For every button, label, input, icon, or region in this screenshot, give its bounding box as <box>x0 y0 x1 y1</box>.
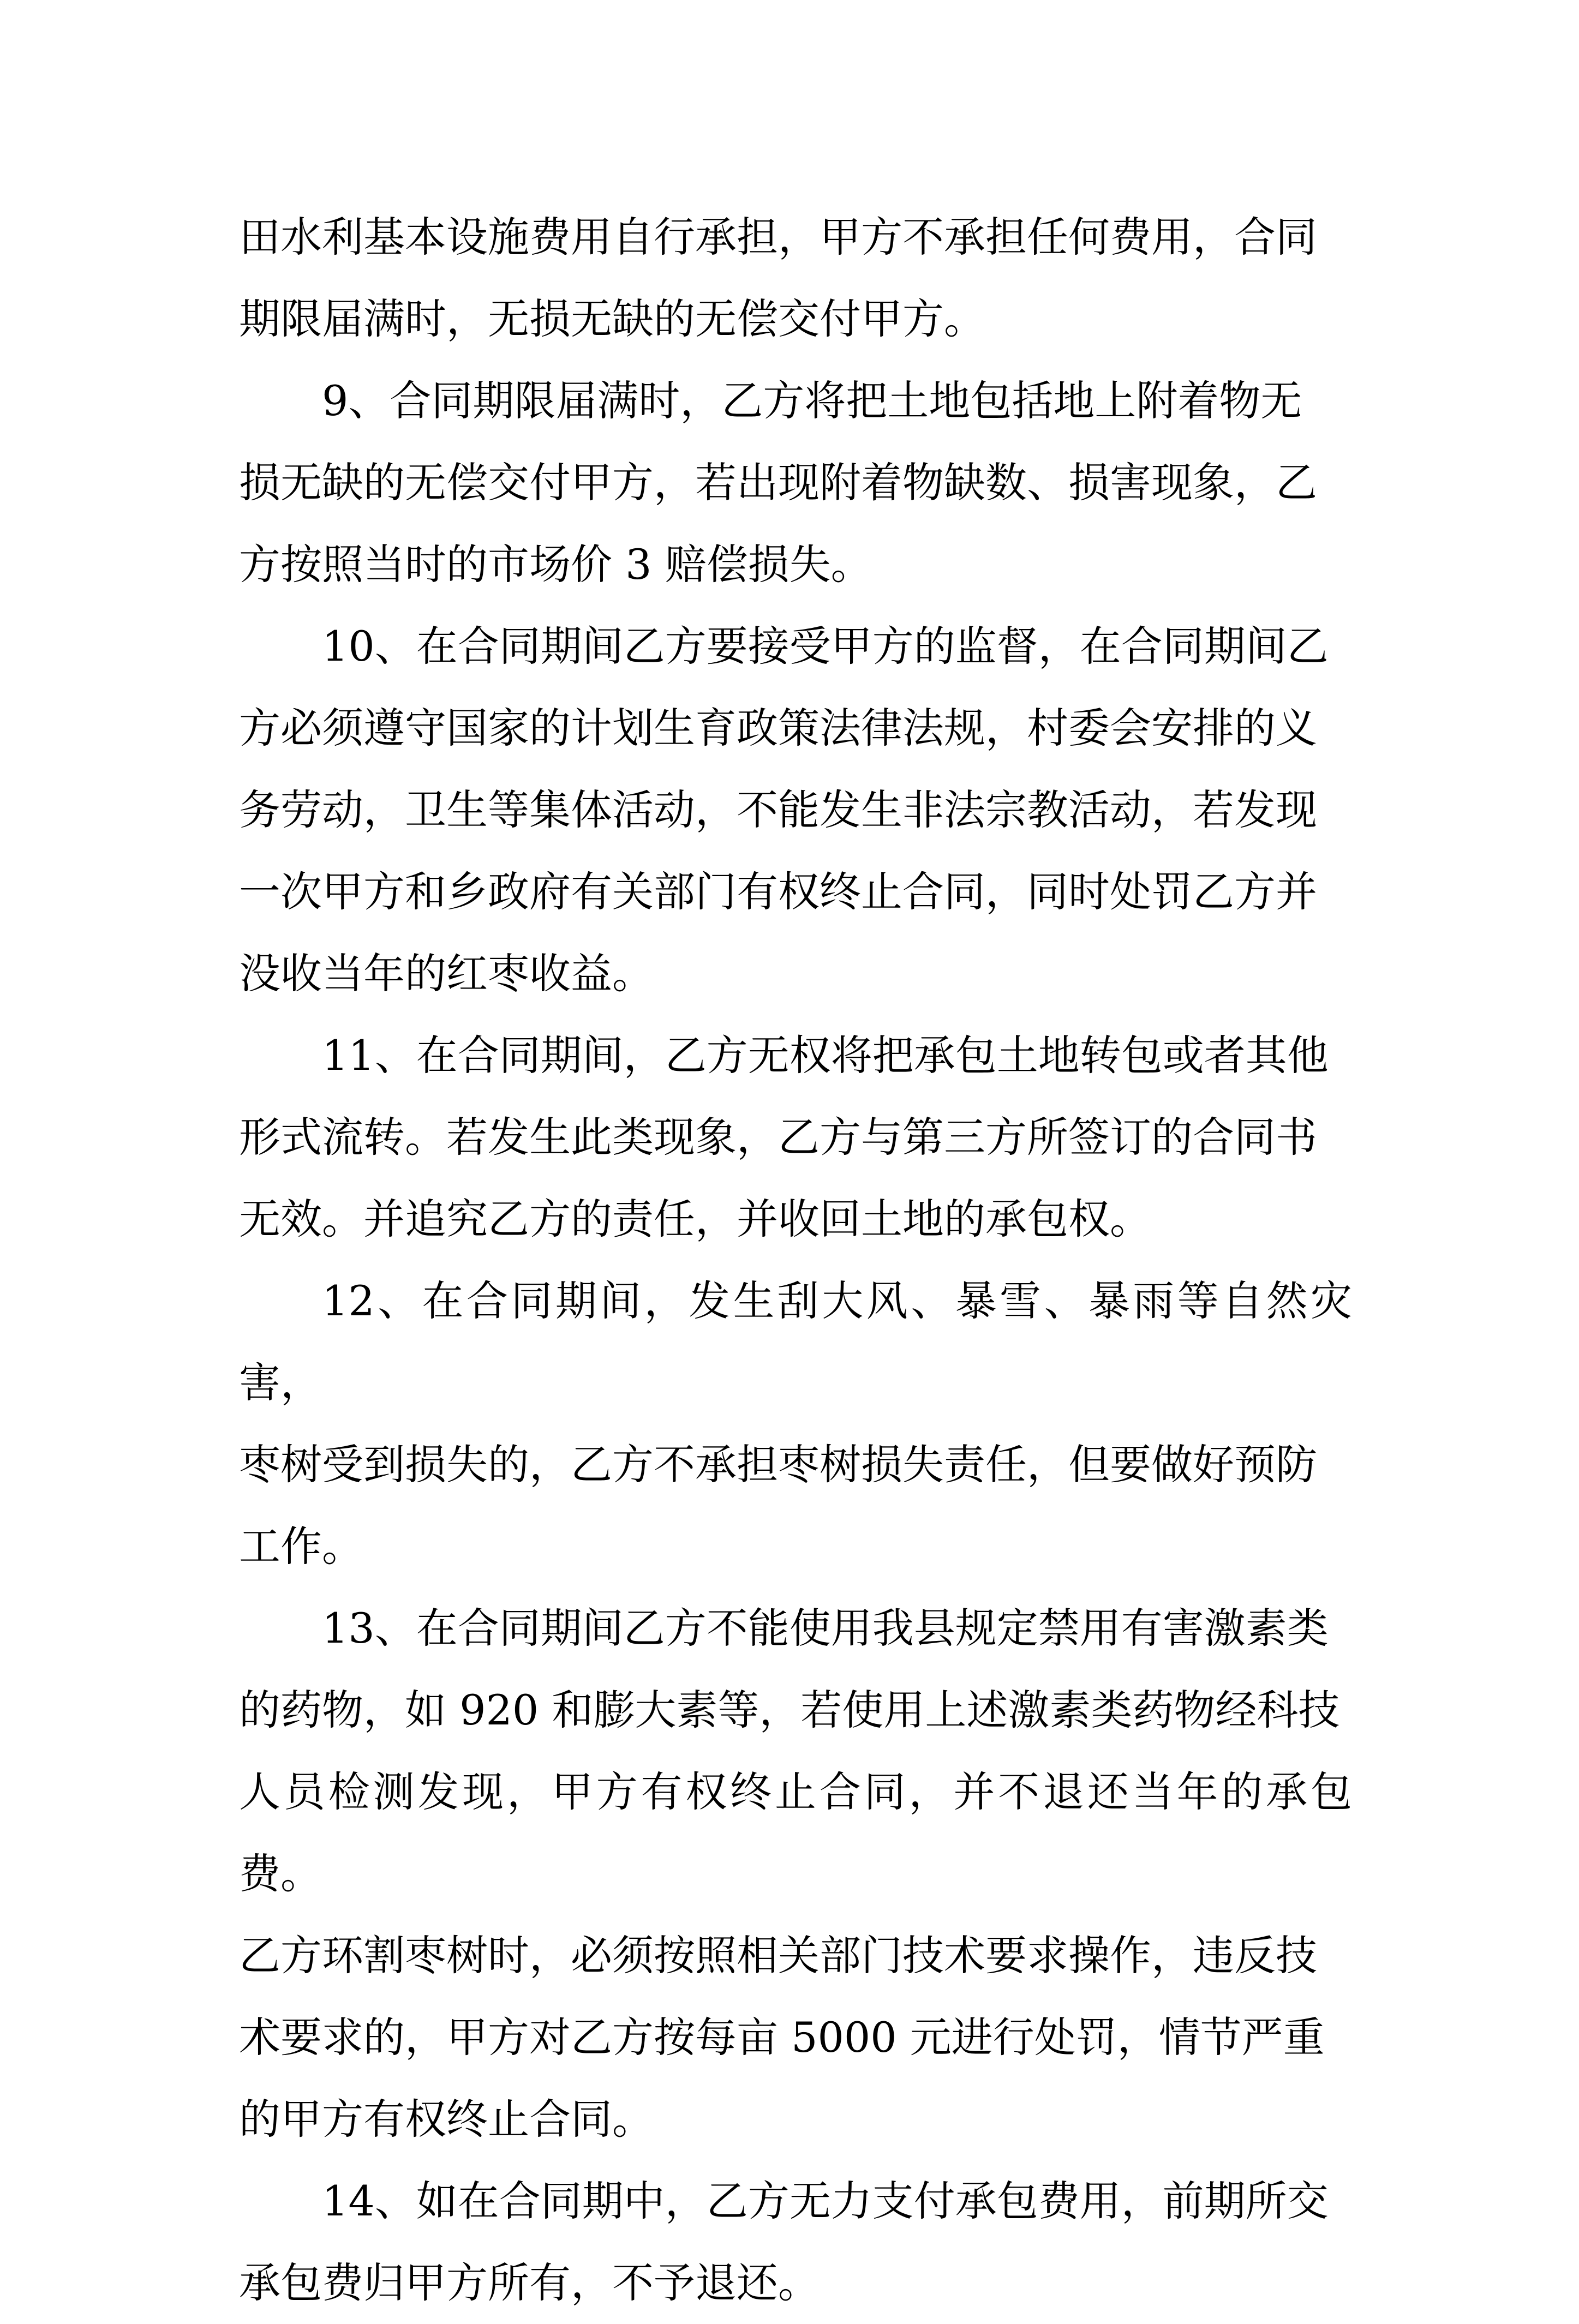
text-line: 期限届满时，无损无缺的无偿交付甲方。 <box>239 295 985 343</box>
text-line: 一次甲方和乡政府有关部门有权终止合同，同时处罚乙方并 <box>239 867 1317 916</box>
text-line: 工作。 <box>239 1522 363 1571</box>
paragraph-13 <box>239 1588 1352 2160</box>
text-line: 9、合同期限届满时，乙方将把土地包括地上附着物无 <box>322 376 1302 425</box>
text-line: 人员检测发现，甲方有权终止合同，并不退还当年的承包费。 <box>239 1768 1352 1898</box>
text-line: 14、如在合同期中，乙方无力支付承包费用，前期所交 <box>322 2177 1329 2225</box>
text-line: 损无缺的无偿交付甲方，若出现附着物缺数、损害现象，乙 <box>239 458 1317 507</box>
text-line: 田水利基本设施费用自行承担，甲方不承担任何费用，合同 <box>239 213 1317 261</box>
text-line: 无效。并追究乙方的责任，并收回土地的承包权。 <box>239 1195 1151 1243</box>
text-line: 务劳动，卫生等集体活动，不能发生非法宗教活动，若发现 <box>239 786 1317 834</box>
document-body <box>239 196 1352 2324</box>
text-line: 12、在合同期间，发生刮大风、暴雪、暴雨等自然灾害， <box>239 1277 1352 1407</box>
paragraph-9 <box>239 360 1352 606</box>
paragraph-8-continuation <box>239 196 1352 360</box>
text-line: 承包费归甲方所有，不予退还。 <box>239 2259 820 2307</box>
paragraph-14 <box>239 2160 1352 2324</box>
text-line: 没收当年的红枣收益。 <box>239 949 654 998</box>
text-line: 乙方环割枣树时，必须按照相关部门技术要求操作，违反技 <box>239 1931 1317 1980</box>
text-line: 方按照当时的市场价 3 赔偿损失。 <box>239 540 872 589</box>
text-line: 方必须遵守国家的计划生育政策法律法规，村委会安排的义 <box>239 704 1317 752</box>
text-line: 枣树受到损失的，乙方不承担枣树损失责任，但要做好预防 <box>239 1440 1317 1489</box>
text-line: 10、在合同期间乙方要接受甲方的监督，在合同期间乙 <box>322 622 1329 670</box>
text-line: 形式流转。若发生此类现象，乙方与第三方所签订的合同书 <box>239 1113 1317 1161</box>
text-line: 的药物，如 920 和膨大素等，若使用上述激素类药物经科技 <box>239 1686 1340 1734</box>
paragraph-12 <box>239 1260 1352 1588</box>
text-line: 的甲方有权终止合同。 <box>239 2095 654 2143</box>
paragraph-11 <box>239 1015 1352 1260</box>
text-line: 11、在合同期间，乙方无权将把承包土地转包或者其他 <box>322 1031 1329 1080</box>
paragraph-10 <box>239 606 1352 1015</box>
text-line: 13、在合同期间乙方不能使用我县规定禁用有害激素类 <box>322 1604 1329 1652</box>
text-line: 术要求的，甲方对乙方按每亩 5000 元进行处罚，情节严重 <box>239 2013 1325 2062</box>
